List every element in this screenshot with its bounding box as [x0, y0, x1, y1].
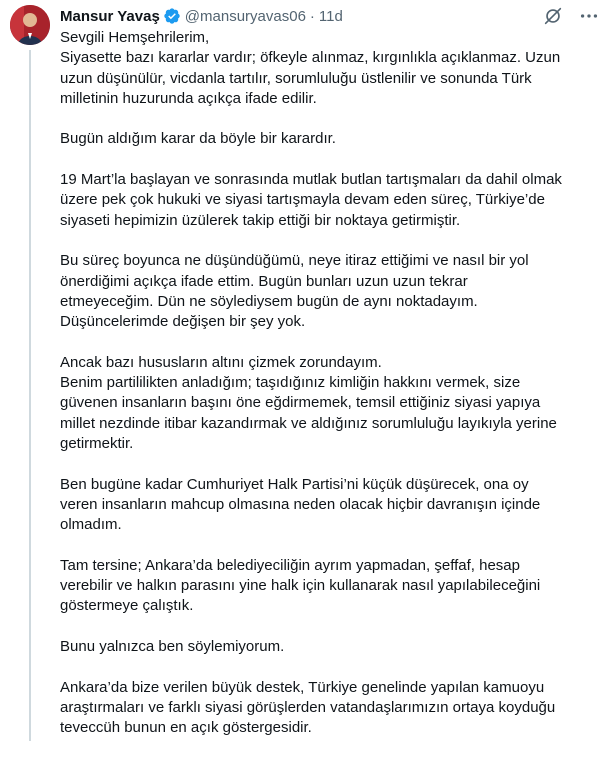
tweet-line: Tam tersine; Ankara’da belediyeciliğin ayrım yapmadan, şeffaf, hesap	[60, 556, 520, 574]
tweet-line: Ancak bazı hususların altını çizmek zorundayım.	[60, 353, 382, 371]
avatar[interactable]	[10, 5, 50, 45]
tweet-line: göstermeye çalıştık.	[60, 597, 194, 615]
tweet-line: getirmektir.	[60, 434, 134, 452]
tweet-line: veren insanların mahcup olmasına neden olacak hiçbir davranışın içinde	[60, 495, 541, 513]
tweet-line: siyaseti hepimizin üzülerek takip ettiği bir noktaya getirmiştir.	[60, 211, 461, 229]
tweet-line: 19 Mart’la başlayan ve sonrasında mutlak butlan tartışmaları da dahil olmak	[60, 171, 562, 189]
author-handle[interactable]: @mansuryavas06	[184, 7, 306, 25]
tweet-text	[60, 28, 600, 759]
grok-icon[interactable]	[542, 5, 564, 27]
tweet-line: Ankara’da bize verilen büyük destek, Türkiye genelinde yapılan kamuoyu	[60, 678, 545, 696]
thread-line	[29, 50, 31, 741]
tweet-line: önerdiğimi açıkça ifade ettim. Bugün bunları uzun uzun tekrar	[60, 272, 468, 290]
tweet-line: Benim partililikten anladığım; taşıdığınız kimliğin hakkını vermek, size	[60, 374, 521, 392]
tweet-timestamp[interactable]: 11d	[318, 7, 343, 25]
tweet-paragraph	[60, 353, 600, 454]
more-options-icon[interactable]	[578, 5, 600, 27]
tweet-paragraph	[60, 556, 600, 617]
tweet-paragraph	[60, 251, 600, 332]
tweet-line: uzun düşünülür, vicdanla tartılır, sorumluluğu üstlenilir ve sonunda Türk	[60, 69, 532, 87]
separator-dot: ·	[309, 7, 315, 25]
avatar-image	[10, 5, 50, 45]
tweet-paragraph	[60, 678, 600, 739]
tweet-line: milletinin huzurunda açıkça ifade edilir.	[60, 89, 317, 107]
author-name[interactable]: Mansur Yavaş	[60, 7, 160, 25]
tweet-paragraph	[60, 129, 600, 149]
tweet-line: Ben bugüne kadar Cumhuriyet Halk Partisi’ni küçük düşürecek, ona oy	[60, 475, 529, 493]
tweet-paragraph	[60, 28, 600, 109]
tweet-paragraph	[60, 170, 600, 231]
tweet-line: Sevgili Hemşehrilerim,	[60, 29, 210, 46]
tweet-line: teveccüh bunun en açık göstergesidir.	[60, 719, 312, 737]
tweet-line: olmadım.	[60, 516, 122, 534]
tweet-line: güvenen insanların başını öne eğdirmemek, temsil ettiğiniz siyasi yapıya	[60, 394, 541, 412]
tweet-header	[60, 5, 600, 27]
tweet-line: Bu süreç boyunca ne düşündüğümü, neye itiraz ettiğimi ve nasıl bir yol	[60, 252, 529, 270]
tweet-line: Bugün aldığım karar da böyle bir karardır.	[60, 130, 336, 148]
tweet-line: Siyasette bazı kararlar vardır; öfkeyle alınmaz, kırgınlıkla açıklanmaz. Uzun	[60, 49, 561, 67]
tweet-paragraph	[60, 475, 600, 536]
tweet-paragraph	[60, 637, 600, 657]
tweet-line: millet nezdinde itibar kazandırmak ve aldığınız sorumluluğu layıkıyla yerine	[60, 414, 557, 432]
tweet-line: üzere pek çok hukuki ve siyasi tartışmayla devam eden süreç, Türkiye’de	[60, 191, 545, 209]
tweet-line: Bunu yalnızca ben söylemiyorum.	[60, 637, 285, 655]
tweet-line: verebilir ve halkın parasını yine halk için kullanarak nasıl yapılabileceğini	[60, 577, 541, 595]
tweet-line: araştırmaları ve farklı siyasi görüşlerden vatandaşlarımızın ortaya koyduğu	[60, 698, 556, 716]
tweet-actions	[542, 5, 600, 27]
tweet-line: etmeyeceğim. Dün ne söylediysem bugün de aynı noktadayım.	[60, 292, 478, 310]
tweet-line: Düşüncelerimde değişen bir şey yok.	[60, 313, 306, 331]
verified-badge-icon	[163, 7, 181, 25]
